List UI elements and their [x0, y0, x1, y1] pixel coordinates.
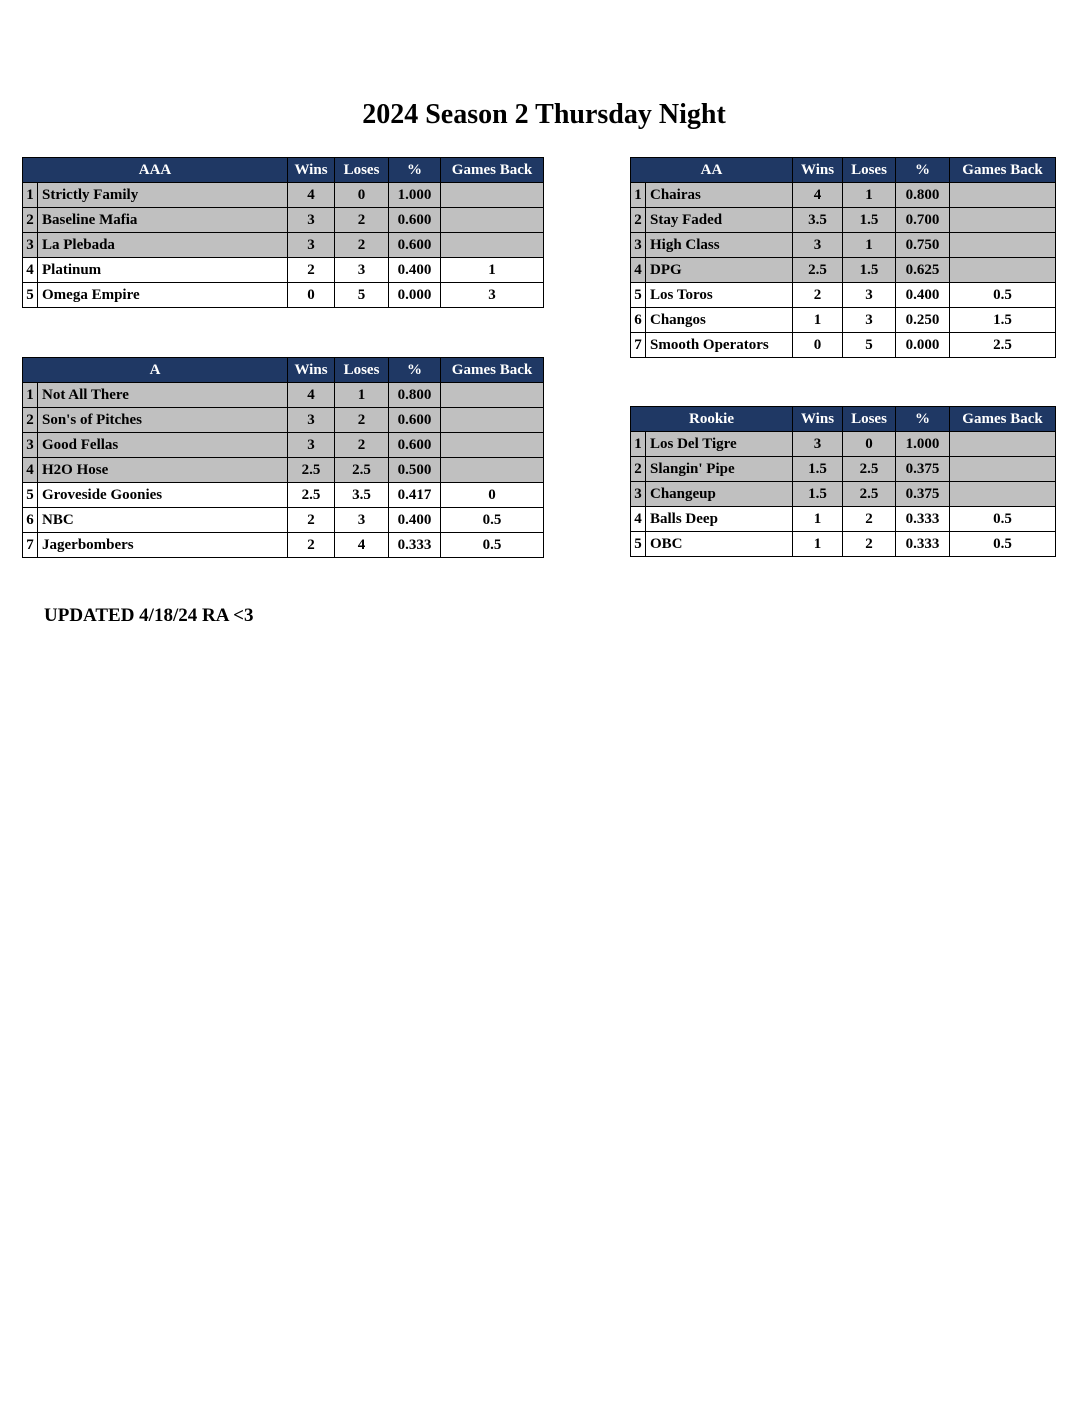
loses-cell: 2: [335, 433, 389, 458]
wins-cell: 3.5: [793, 208, 843, 233]
team-name-cell: Changeup: [646, 482, 793, 507]
team-name-cell: Baseline Mafia: [38, 208, 288, 233]
team-name-cell: Good Fellas: [38, 433, 288, 458]
games-back-cell: 0.5: [441, 533, 544, 558]
loses-cell: 0: [843, 432, 896, 457]
column-header-pct: %: [896, 407, 950, 432]
loses-cell: 5: [843, 333, 896, 358]
games-back-cell: [441, 383, 544, 408]
table-row: [631, 507, 1056, 532]
pct-cell: 0.400: [389, 258, 441, 283]
pct-cell: 0.333: [896, 507, 950, 532]
rank-cell: 2: [631, 208, 646, 233]
team-name-cell: High Class: [646, 233, 793, 258]
pct-cell: 0.700: [896, 208, 950, 233]
pct-cell: 0.000: [896, 333, 950, 358]
pct-cell: 0.800: [896, 183, 950, 208]
pct-cell: 0.333: [896, 532, 950, 557]
loses-cell: 2.5: [335, 458, 389, 483]
wins-cell: 2.5: [288, 483, 335, 508]
loses-cell: 1: [843, 183, 896, 208]
team-name-cell: OBC: [646, 532, 793, 557]
pct-cell: 1.000: [389, 183, 441, 208]
games-back-cell: 1.5: [950, 308, 1056, 333]
team-name-cell: Balls Deep: [646, 507, 793, 532]
team-name-cell: Groveside Goonies: [38, 483, 288, 508]
wins-cell: 4: [288, 183, 335, 208]
column-header-wins: Wins: [793, 158, 843, 183]
pct-cell: 0.400: [389, 508, 441, 533]
column-header-games-back: Games Back: [441, 358, 544, 383]
games-back-cell: 0.5: [950, 532, 1056, 557]
loses-cell: 2: [843, 507, 896, 532]
pct-cell: 0.600: [389, 233, 441, 258]
column-header-wins: Wins: [288, 158, 335, 183]
games-back-cell: [950, 183, 1056, 208]
games-back-cell: [950, 432, 1056, 457]
games-back-cell: [441, 183, 544, 208]
games-back-cell: 0: [441, 483, 544, 508]
team-name-cell: Not All There: [38, 383, 288, 408]
rank-cell: 2: [23, 208, 38, 233]
division-label-a: A: [23, 358, 288, 383]
games-back-cell: [441, 408, 544, 433]
wins-cell: 3: [288, 408, 335, 433]
loses-cell: 1.5: [843, 258, 896, 283]
loses-cell: 3: [843, 308, 896, 333]
wins-cell: 2: [288, 258, 335, 283]
pct-cell: 0.625: [896, 258, 950, 283]
pct-cell: 0.333: [389, 533, 441, 558]
table-header-row: [631, 407, 1056, 432]
pct-cell: 1.000: [896, 432, 950, 457]
table-row: [631, 482, 1056, 507]
pct-cell: 0.000: [389, 283, 441, 308]
table-header-row: [631, 158, 1056, 183]
division-label-rookie: Rookie: [631, 407, 793, 432]
loses-cell: 4: [335, 533, 389, 558]
updated-note: UPDATED 4/18/24 RA <3: [44, 605, 254, 626]
team-name-cell: La Plebada: [38, 233, 288, 258]
games-back-cell: 2.5: [950, 333, 1056, 358]
wins-cell: 3: [793, 233, 843, 258]
team-name-cell: Changos: [646, 308, 793, 333]
table-header-row: [23, 358, 544, 383]
wins-cell: 4: [288, 383, 335, 408]
rank-cell: 4: [23, 458, 38, 483]
pct-cell: 0.500: [389, 458, 441, 483]
column-header-games-back: Games Back: [950, 158, 1056, 183]
loses-cell: 2: [335, 233, 389, 258]
wins-cell: 3: [793, 432, 843, 457]
rank-cell: 5: [631, 283, 646, 308]
wins-cell: 3: [288, 208, 335, 233]
wins-cell: 2: [288, 533, 335, 558]
column-header-loses: Loses: [335, 158, 389, 183]
team-name-cell: Platinum: [38, 258, 288, 283]
table-row: [23, 433, 544, 458]
rank-cell: 4: [631, 258, 646, 283]
page-title: 2024 Season 2 Thursday Night: [362, 99, 726, 130]
wins-cell: 0: [288, 283, 335, 308]
table-row: [631, 183, 1056, 208]
rank-cell: 7: [23, 533, 38, 558]
loses-cell: 3: [335, 508, 389, 533]
rank-cell: 3: [631, 233, 646, 258]
loses-cell: 3: [335, 258, 389, 283]
wins-cell: 4: [793, 183, 843, 208]
table-row: [631, 283, 1056, 308]
table-row: [23, 483, 544, 508]
games-back-cell: [950, 482, 1056, 507]
wins-cell: 3: [288, 433, 335, 458]
loses-cell: 3: [843, 283, 896, 308]
pct-cell: 0.375: [896, 482, 950, 507]
table-row: [23, 533, 544, 558]
rank-cell: 2: [631, 457, 646, 482]
team-name-cell: Slangin' Pipe: [646, 457, 793, 482]
games-back-cell: [441, 458, 544, 483]
table-row: [631, 432, 1056, 457]
rank-cell: 1: [631, 183, 646, 208]
table-row: [23, 508, 544, 533]
wins-cell: 2.5: [288, 458, 335, 483]
wins-cell: 2: [793, 283, 843, 308]
rank-cell: 1: [23, 383, 38, 408]
loses-cell: 0: [335, 183, 389, 208]
standings-table-aa: [630, 157, 1056, 358]
games-back-cell: 0.5: [441, 508, 544, 533]
division-label-aa: AA: [631, 158, 793, 183]
loses-cell: 1.5: [843, 208, 896, 233]
standings-table-rookie: [630, 406, 1056, 557]
loses-cell: 5: [335, 283, 389, 308]
team-name-cell: Chairas: [646, 183, 793, 208]
wins-cell: 3: [288, 233, 335, 258]
pct-cell: 0.600: [389, 208, 441, 233]
games-back-cell: [441, 208, 544, 233]
wins-cell: 2.5: [793, 258, 843, 283]
column-header-wins: Wins: [288, 358, 335, 383]
column-header-pct: %: [896, 158, 950, 183]
table-row: [631, 258, 1056, 283]
loses-cell: 3.5: [335, 483, 389, 508]
wins-cell: 1: [793, 507, 843, 532]
rank-cell: 4: [23, 258, 38, 283]
games-back-cell: [950, 457, 1056, 482]
loses-cell: 2: [335, 408, 389, 433]
table-row: [23, 458, 544, 483]
table-row: [631, 208, 1056, 233]
team-name-cell: Strictly Family: [38, 183, 288, 208]
rank-cell: 2: [23, 408, 38, 433]
loses-cell: 1: [335, 383, 389, 408]
table-row: [23, 383, 544, 408]
rank-cell: 3: [631, 482, 646, 507]
rank-cell: 4: [631, 507, 646, 532]
games-back-cell: 1: [441, 258, 544, 283]
games-back-cell: [950, 208, 1056, 233]
table-row: [631, 308, 1056, 333]
table-row: [631, 457, 1056, 482]
games-back-cell: 3: [441, 283, 544, 308]
rank-cell: 3: [23, 233, 38, 258]
column-header-games-back: Games Back: [441, 158, 544, 183]
column-header-loses: Loses: [335, 358, 389, 383]
column-header-wins: Wins: [793, 407, 843, 432]
team-name-cell: Stay Faded: [646, 208, 793, 233]
division-label-aaa: AAA: [23, 158, 288, 183]
games-back-cell: [441, 233, 544, 258]
team-name-cell: Los Del Tigre: [646, 432, 793, 457]
pct-cell: 0.250: [896, 308, 950, 333]
table-row: [23, 208, 544, 233]
wins-cell: 1: [793, 532, 843, 557]
table-row: [23, 233, 544, 258]
team-name-cell: Jagerbombers: [38, 533, 288, 558]
table-row: [631, 532, 1056, 557]
pct-cell: 0.600: [389, 433, 441, 458]
pct-cell: 0.800: [389, 383, 441, 408]
rank-cell: 5: [23, 283, 38, 308]
wins-cell: 2: [288, 508, 335, 533]
pct-cell: 0.600: [389, 408, 441, 433]
rank-cell: 7: [631, 333, 646, 358]
pct-cell: 0.375: [896, 457, 950, 482]
games-back-cell: [441, 433, 544, 458]
column-header-pct: %: [389, 158, 441, 183]
team-name-cell: Los Toros: [646, 283, 793, 308]
column-header-pct: %: [389, 358, 441, 383]
wins-cell: 1.5: [793, 482, 843, 507]
rank-cell: 3: [23, 433, 38, 458]
pct-cell: 0.750: [896, 233, 950, 258]
column-header-loses: Loses: [843, 158, 896, 183]
pct-cell: 0.417: [389, 483, 441, 508]
loses-cell: 1: [843, 233, 896, 258]
table-header-row: [23, 158, 544, 183]
rank-cell: 6: [23, 508, 38, 533]
team-name-cell: H2O Hose: [38, 458, 288, 483]
table-row: [631, 233, 1056, 258]
wins-cell: 1.5: [793, 457, 843, 482]
loses-cell: 2: [335, 208, 389, 233]
column-header-games-back: Games Back: [950, 407, 1056, 432]
pct-cell: 0.400: [896, 283, 950, 308]
games-back-cell: 0.5: [950, 507, 1056, 532]
loses-cell: 2.5: [843, 457, 896, 482]
rank-cell: 6: [631, 308, 646, 333]
team-name-cell: NBC: [38, 508, 288, 533]
team-name-cell: Omega Empire: [38, 283, 288, 308]
rank-cell: 1: [631, 432, 646, 457]
table-row: [631, 333, 1056, 358]
rank-cell: 5: [631, 532, 646, 557]
table-row: [23, 283, 544, 308]
loses-cell: 2.5: [843, 482, 896, 507]
table-row: [23, 258, 544, 283]
team-name-cell: Son's of Pitches: [38, 408, 288, 433]
loses-cell: 2: [843, 532, 896, 557]
rank-cell: 1: [23, 183, 38, 208]
wins-cell: 0: [793, 333, 843, 358]
table-row: [23, 183, 544, 208]
wins-cell: 1: [793, 308, 843, 333]
games-back-cell: [950, 258, 1056, 283]
column-header-loses: Loses: [843, 407, 896, 432]
rank-cell: 5: [23, 483, 38, 508]
team-name-cell: DPG: [646, 258, 793, 283]
team-name-cell: Smooth Operators: [646, 333, 793, 358]
table-row: [23, 408, 544, 433]
standings-table-a: [22, 357, 544, 558]
games-back-cell: 0.5: [950, 283, 1056, 308]
games-back-cell: [950, 233, 1056, 258]
standings-table-aaa: [22, 157, 544, 308]
